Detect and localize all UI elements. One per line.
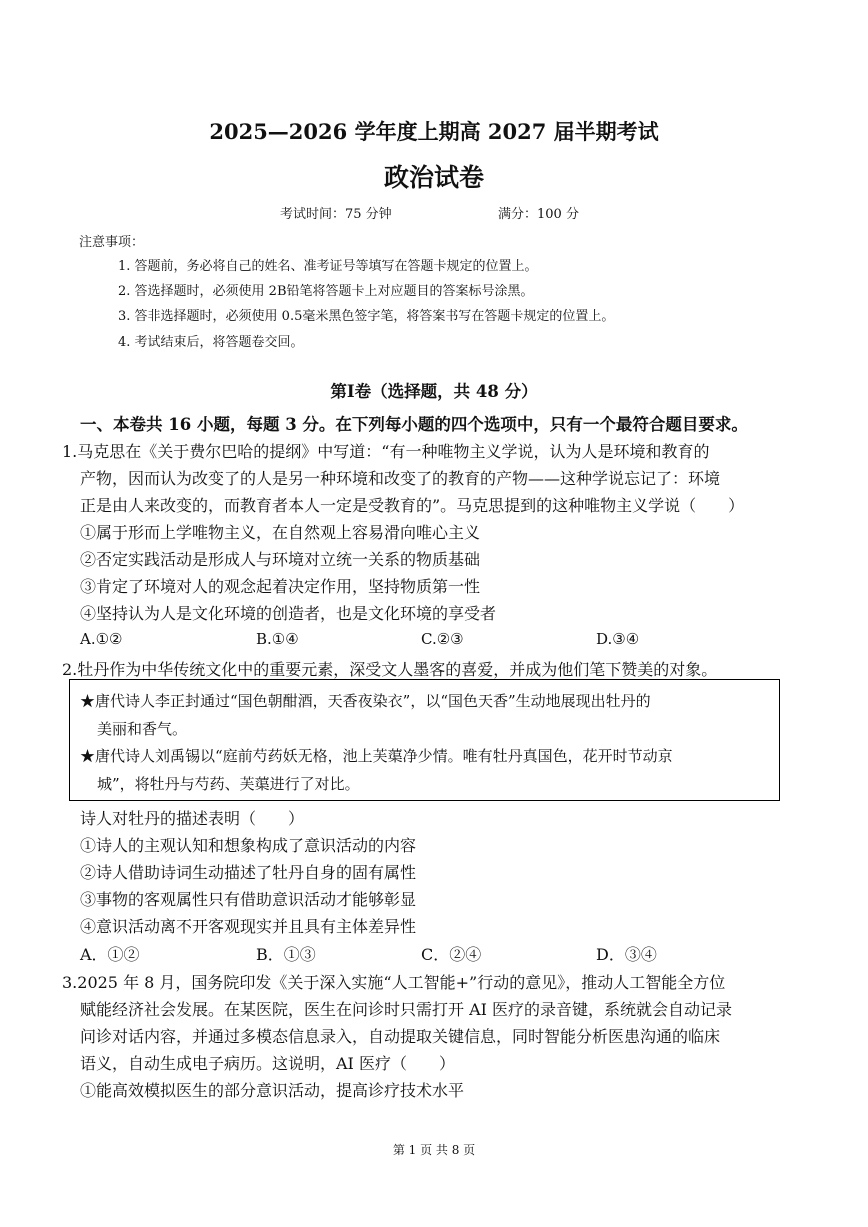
q1-option-a: A.①② xyxy=(80,630,123,648)
q1-stem-line: 产物，因而认为改变了的人是另一种环境和改变了的教育的产物——这种学说忘记了：环境 xyxy=(80,469,721,488)
q1-stem-line: 1.马克思在《关于费尔巴哈的提纲》中写道：“有一种唯物主义学说，认为人是环境和教育的 xyxy=(62,442,710,461)
notes-heading: 注意事项： xyxy=(79,235,145,250)
q2-statement: ②诗人借助诗词生动描述了牡丹自身的固有属性 xyxy=(80,863,417,882)
q2-material-line: ★唐代诗人李正封通过“国色朝酣酒，天香夜染衣”，以“国色天香”生动地展现出牡丹的 xyxy=(80,692,651,710)
q3-stem-line: 问诊对话内容，并通过多模态信息录入，自动提取关键信息，同时智能分析医患沟通的临床 xyxy=(80,1027,721,1046)
q2-statement: ④意识活动离不开客观现实并且具有主体差异性 xyxy=(80,917,417,936)
q2-option-a: A．①② xyxy=(80,945,140,964)
part1-heading: 第Ⅰ卷（选择题，共 48 分） xyxy=(330,382,538,401)
part1-instruction: 一、本卷共 16 小题，每题 3 分。在下列每小题的四个选项中，只有一个最符合题目要求。 xyxy=(80,415,748,434)
q2-option-c: C．②④ xyxy=(421,945,482,964)
subject-title: 政治试卷 xyxy=(383,163,484,192)
note-item: 1. 答题前，务必将自己的姓名、准考证号等填写在答题卡规定的位置上。 xyxy=(118,259,538,274)
q2-stem: 2.牡丹作为中华传统文化中的重要元素，深受文人墨客的喜爱，并成为他们笔下赞美的对象。 xyxy=(62,660,718,679)
full-score: 满分：100 分 xyxy=(498,207,579,222)
page-number: 第 1 页 共 8 页 xyxy=(392,1143,476,1157)
q1-option-b: B.①④ xyxy=(256,630,299,648)
q2-material-line: ★唐代诗人刘禹锡以“庭前芍药妖无格，池上芙蕖净少情。唯有牡丹真国色，花开时节动京 xyxy=(80,747,673,765)
note-item: 4. 考试结束后，将答题卷交回。 xyxy=(118,335,304,350)
q1-statement: ②否定实践活动是形成人与环境对立统一关系的物质基础 xyxy=(80,550,481,569)
q2-material-line: 美丽和香气。 xyxy=(97,720,188,738)
q3-statement: ①能高效模拟医生的部分意识活动，提高诊疗技术水平 xyxy=(80,1081,465,1100)
q2-material-line: 城”，将牡丹与芍药、芙蕖进行了对比。 xyxy=(97,775,360,793)
exam-title: 2025—2026 学年度上期高 2027 届半期考试 xyxy=(209,119,659,144)
q3-stem-line: 语义，自动生成电子病历。这说明，AI 医疗（ ） xyxy=(80,1054,455,1073)
q2-question: 诗人对牡丹的描述表明（ ） xyxy=(80,809,305,828)
q1-statement: ①属于形而上学唯物主义，在自然观上容易滑向唯心主义 xyxy=(80,523,481,542)
note-item: 3. 答非选择题时，必须使用 0.5毫米黑色签字笔，将答案书写在答题卡规定的位置上。 xyxy=(118,309,615,324)
q3-stem-line: 3.2025 年 8 月，国务院印发《关于深入实施“人工智能+”行动的意见》，推动人工智能全方位 xyxy=(62,973,726,992)
note-item: 2. 答选择题时，必须使用 2B铅笔将答题卡上对应题目的答案标号涂黑。 xyxy=(118,284,534,299)
q1-stem-line: 正是由人来改变的，而教育者本人一定是受教育的”。马克思提到的这种唯物主义学说（ ） xyxy=(80,496,745,515)
q1-option-c: C.②③ xyxy=(421,630,464,648)
q2-statement: ①诗人的主观认知和想象构成了意识活动的内容 xyxy=(80,836,417,855)
q1-statement: ③肯定了环境对人的观念起着决定作用，坚持物质第一性 xyxy=(80,577,481,596)
q2-option-b: B．①③ xyxy=(256,945,316,964)
q2-option-d: D．③④ xyxy=(596,945,657,964)
q1-option-d: D.③④ xyxy=(596,630,640,648)
q3-stem-line: 赋能经济社会发展。在某医院，医生在问诊时只需打开 AI 医疗的录音键，系统就会自动记录 xyxy=(80,1000,733,1019)
q1-statement: ④坚持认为人是文化环境的创造者，也是文化环境的享受者 xyxy=(80,604,497,623)
q2-statement: ③事物的客观属性只有借助意识活动才能够彰显 xyxy=(80,890,417,909)
exam-time: 考试时间：75 分钟 xyxy=(280,207,392,222)
